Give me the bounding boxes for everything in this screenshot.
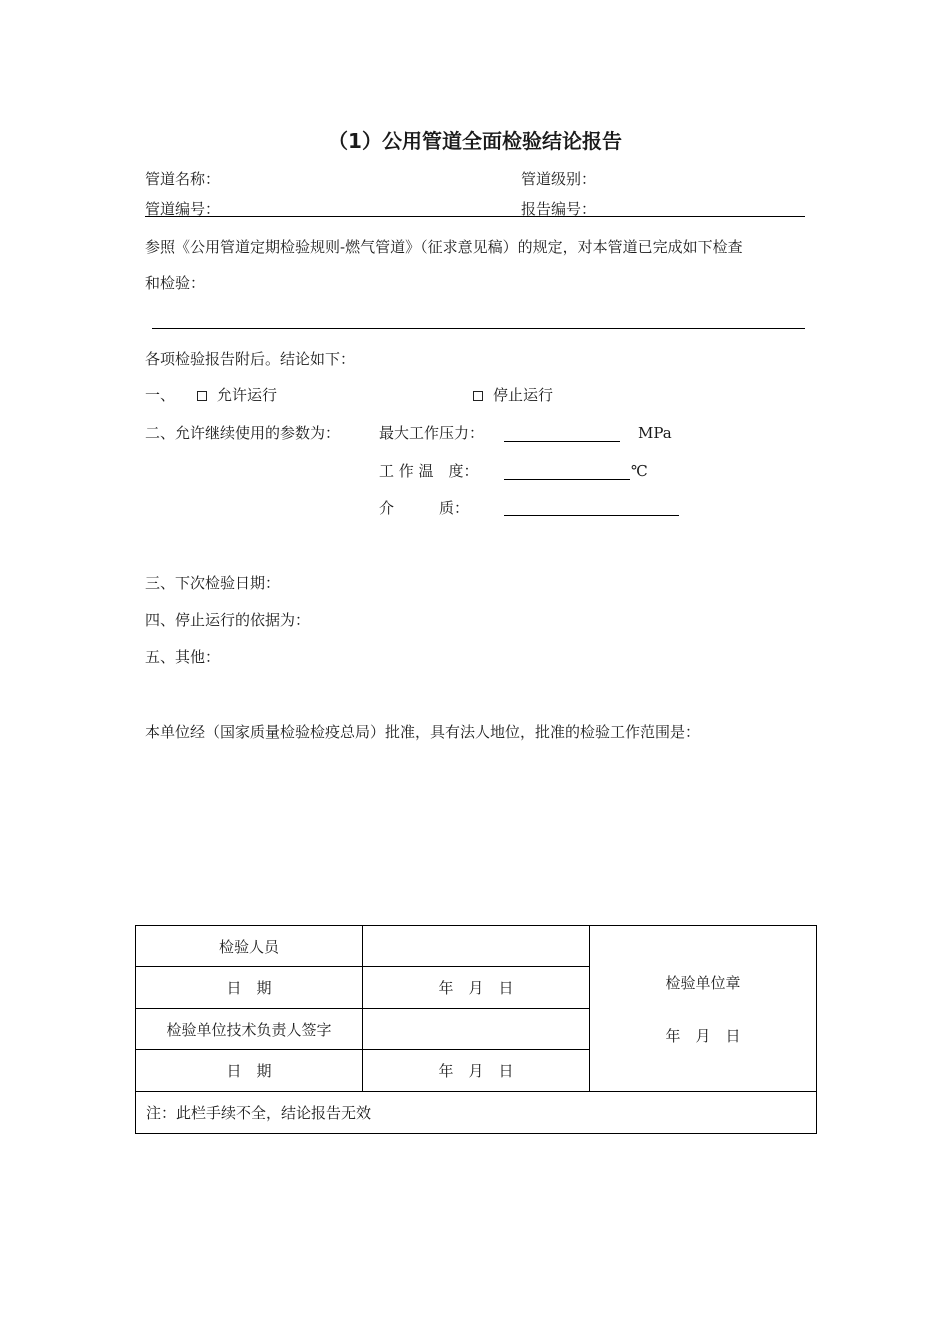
inspector-date-label: 日 期 [136, 967, 363, 1009]
tech-signature-label: 检验单位技术负责人签字 [136, 1009, 363, 1050]
stamp-date: 年 月 日 [665, 1026, 741, 1045]
attached-reports-text: 各项检验报告附后。结论如下： [145, 350, 356, 368]
medium-label: 介 质： [379, 499, 470, 517]
inspector-signature-cell[interactable] [363, 926, 590, 967]
pipe-grade-label: 管道级别： [521, 170, 597, 188]
next-inspection-date-label: 三、下次检验日期： [145, 574, 281, 592]
max-pressure-label: 最大工作压力： [379, 424, 485, 442]
inspector-label: 检验人员 [136, 926, 363, 967]
header-underline [145, 216, 805, 217]
stop-operation-checkbox[interactable] [473, 391, 483, 401]
approval-statement: 本单位经（国家质量检验检疫总局）批准，具有法人地位，批准的检验工作范围是： [145, 723, 701, 741]
tech-date-value[interactable]: 年 月 日 [363, 1050, 590, 1092]
item-2-label: 二、允许继续使用的参数为： [145, 424, 341, 442]
stop-operation-label: 停止运行 [493, 386, 554, 404]
inspection-items-blank[interactable] [152, 328, 805, 329]
intro-line-2: 和检验： [145, 274, 206, 292]
allow-operation-option[interactable] [197, 386, 277, 404]
report-number-label: 报告编号： [521, 200, 597, 218]
unit-stamp-label: 检验单位章 [665, 973, 741, 992]
pipe-name-label: 管道名称： [145, 170, 221, 188]
temperature-unit: ℃ [631, 462, 648, 480]
allow-operation-checkbox[interactable] [197, 391, 207, 401]
page-title: （1）公用管道全面检验结论报告 [328, 129, 622, 153]
pressure-unit: MPa [638, 424, 672, 442]
pipe-number-label: 管道编号： [145, 200, 221, 218]
stop-basis-label: 四、停止运行的依据为： [145, 611, 311, 629]
inspector-date-value[interactable]: 年 月 日 [363, 967, 590, 1009]
unit-stamp-cell[interactable] [590, 926, 817, 1092]
signature-table [135, 925, 817, 1134]
intro-line-1: 参照《公用管道定期检验规则-燃气管道》（征求意见稿）的规定，对本管道已完成如下检查 [145, 238, 743, 256]
tech-date-label: 日 期 [136, 1050, 363, 1092]
temperature-label: 工 作 温 度： [379, 462, 479, 480]
stop-operation-option[interactable] [473, 386, 553, 404]
other-label: 五、其他： [145, 648, 221, 666]
table-note: 注：此栏手续不全，结论报告无效 [136, 1092, 817, 1134]
allow-operation-label: 允许运行 [217, 386, 278, 404]
item-1-label: 一、 [145, 386, 176, 404]
tech-signature-cell[interactable] [363, 1009, 590, 1050]
max-pressure-field[interactable] [504, 441, 620, 442]
temperature-field[interactable] [504, 479, 630, 480]
medium-field[interactable] [504, 515, 679, 516]
